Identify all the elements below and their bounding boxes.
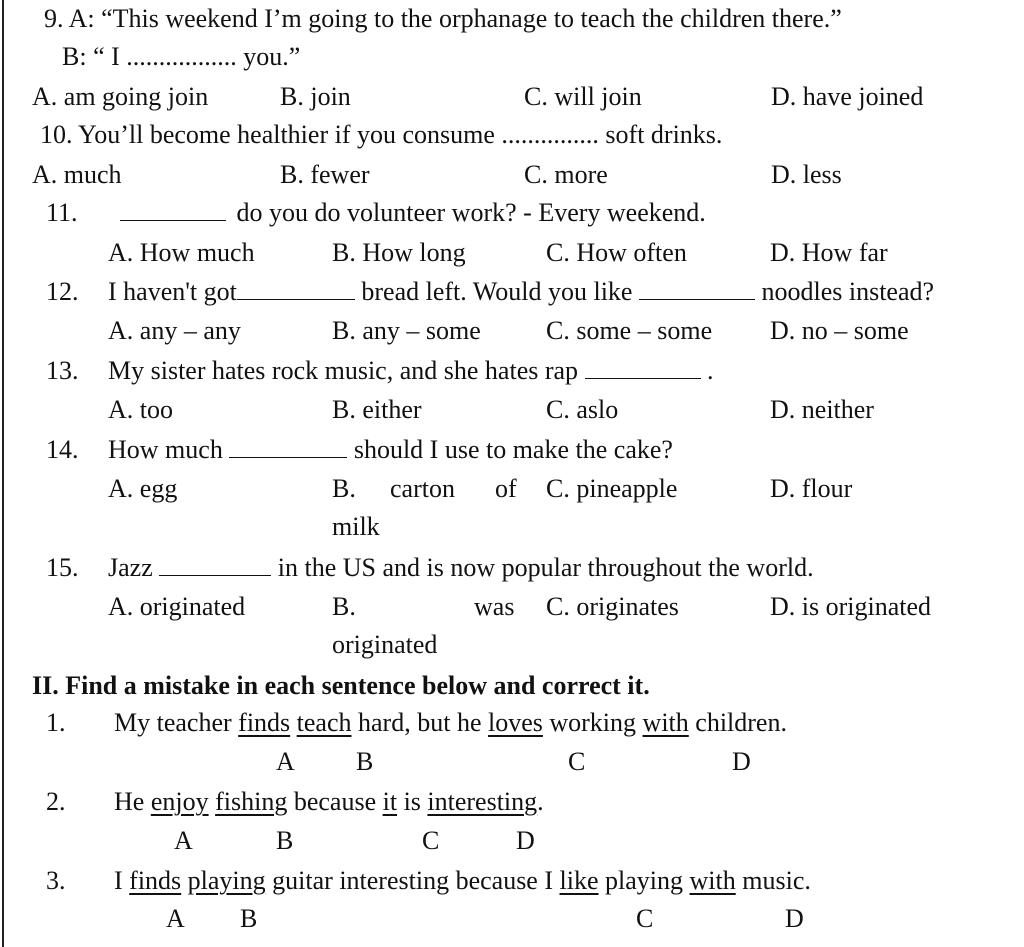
question-9-text: 9. A: “This weekend I’m going to the orphanage to teach the children there.”	[44, 4, 842, 33]
question-13-suffix: .	[707, 356, 714, 385]
question-14-suffix: should I use to make the cake?	[353, 435, 673, 464]
mistake-3-label-c: C	[636, 904, 654, 933]
question-14-option-d[interactable]: D. flour	[770, 474, 853, 503]
mistake-2-part-d[interactable]: interesting	[427, 787, 538, 816]
question-13-option-b[interactable]: B. either	[332, 395, 422, 424]
question-12-option-b[interactable]: B. any – some	[332, 316, 481, 345]
question-9-b-prefix: B: “ I	[62, 42, 127, 71]
question-12-number: 12.	[46, 277, 79, 306]
question-10-option-b[interactable]: B. fewer	[280, 160, 370, 189]
question-11-suffix: do you do volunteer work? - Every weekend.	[236, 198, 706, 227]
mistake-1-part-c[interactable]: loves	[487, 708, 543, 737]
question-11-text	[120, 198, 706, 228]
question-15-number: 15.	[46, 553, 79, 582]
question-12-option-c[interactable]: C. some – some	[546, 316, 713, 345]
mistake-2-label-c: C	[422, 826, 440, 855]
question-9-option-d[interactable]: D. have joined	[771, 82, 924, 111]
mistake-3-label-b: B	[240, 904, 258, 933]
mistake-1-text-1: My teacher	[114, 708, 239, 737]
mistake-3-sentence	[114, 866, 811, 896]
mistake-2-part-b[interactable]: fishing	[215, 787, 288, 816]
question-9-option-b[interactable]: B. join	[280, 82, 351, 111]
question-14-number: 14.	[46, 435, 79, 464]
question-9-b-suffix: you.”	[236, 42, 301, 71]
question-11-number: 11.	[46, 198, 78, 227]
question-14-text	[108, 435, 673, 465]
mistake-3-label-a: A	[166, 904, 185, 933]
mistake-3-text-3: guitar interesting because I	[265, 866, 560, 895]
mistake-1-label-d: D	[732, 747, 751, 776]
question-14-blank	[229, 435, 347, 458]
question-12-option-d[interactable]: D. no – some	[770, 316, 909, 345]
question-10-suffix: soft drinks.	[598, 120, 723, 149]
question-11-option-a[interactable]: A. How much	[108, 238, 255, 267]
mistake-2-text-5: .	[537, 787, 544, 816]
question-9-line2	[62, 42, 300, 72]
section-2-heading: II. Find a mistake in each sentence below and correct it.	[32, 671, 650, 700]
mistake-1-sentence	[114, 708, 787, 738]
mistake-2-sentence	[114, 787, 544, 817]
question-10-prefix: 10. You’ll become healthier if you consume	[40, 120, 502, 149]
mistake-1-label-c: C	[568, 747, 586, 776]
question-12-prefix: I haven't got	[108, 277, 237, 306]
question-15-prefix: Jazz	[108, 553, 160, 582]
question-13-option-a[interactable]: A. too	[108, 395, 173, 424]
question-13-blank	[585, 356, 701, 379]
question-9-blank: .................	[126, 42, 237, 71]
mistake-3-part-b[interactable]: playing	[187, 866, 266, 895]
question-15-option-a[interactable]: A. originated	[108, 592, 246, 621]
question-12-option-a[interactable]: A. any – any	[108, 316, 241, 345]
question-15-option-b-word2[interactable]: originated	[332, 630, 438, 659]
question-10-option-d[interactable]: D. less	[771, 160, 842, 189]
question-9-option-a[interactable]: A. am going join	[32, 82, 209, 111]
mistake-2-label-a: A	[174, 826, 193, 855]
question-11-option-d[interactable]: D. How far	[770, 238, 888, 267]
question-14-prefix: How much	[108, 435, 230, 464]
mistake-2-label-d: D	[516, 826, 535, 855]
question-10-blank: ...............	[501, 120, 599, 149]
question-15-option-d[interactable]: D. is originated	[770, 592, 932, 621]
mistake-2-label-b: B	[276, 826, 294, 855]
mistake-3-text-1: I	[114, 866, 130, 895]
mistake-1-text-3: hard, but he	[351, 708, 488, 737]
question-12-blank-1	[237, 277, 355, 300]
mistake-2-part-c[interactable]: it	[382, 787, 398, 816]
question-9-option-c[interactable]: C. will join	[524, 82, 642, 111]
question-14-option-a[interactable]: A. egg	[108, 474, 178, 503]
question-14-option-b-letter[interactable]: B.	[332, 474, 356, 503]
page-edge-line	[2, 0, 4, 947]
question-15-option-b-word1[interactable]: was	[474, 592, 515, 621]
question-15-blank	[159, 553, 271, 576]
mistake-3-text-5: music.	[735, 866, 811, 895]
mistake-1-label-b: B	[356, 747, 374, 776]
question-10-option-c[interactable]: C. more	[524, 160, 608, 189]
question-12-suffix: noodles instead?	[761, 277, 935, 306]
mistake-1-text-4: working	[542, 708, 643, 737]
question-13-option-d[interactable]: D. neither	[770, 395, 874, 424]
mistake-3-number: 3.	[46, 866, 66, 895]
question-12-middle: bread left. Would you like	[361, 277, 639, 306]
mistake-1-number: 1.	[46, 708, 66, 737]
mistake-1-label-a: A	[276, 747, 295, 776]
question-10-text	[40, 120, 722, 150]
question-11-option-c[interactable]: C. How often	[546, 238, 687, 267]
mistake-3-part-a[interactable]: finds	[129, 866, 182, 895]
mistake-2-number: 2.	[46, 787, 66, 816]
mistake-1-part-b[interactable]: teach	[296, 708, 352, 737]
question-14-option-c[interactable]: C. pineapple	[546, 474, 678, 503]
question-15-option-b-letter[interactable]: B.	[332, 592, 356, 621]
mistake-1-part-a[interactable]: finds	[238, 708, 291, 737]
mistake-2-text-4: is	[397, 787, 428, 816]
mistake-3-part-c[interactable]: like	[559, 866, 599, 895]
mistake-3-part-d[interactable]: with	[689, 866, 736, 895]
question-13-number: 13.	[46, 356, 79, 385]
question-12-blank-2	[639, 277, 755, 300]
question-10-option-a[interactable]: A. much	[32, 160, 122, 189]
question-11-option-b[interactable]: B. How long	[332, 238, 466, 267]
question-15-option-c[interactable]: C. originates	[546, 592, 679, 621]
mistake-2-text-3: because	[287, 787, 383, 816]
question-14-option-b-word1[interactable]: carton	[390, 474, 455, 503]
mistake-1-part-d[interactable]: with	[642, 708, 689, 737]
question-15-suffix: in the US and is now popular throughout the world.	[277, 553, 814, 582]
question-15-text	[108, 553, 814, 583]
mistake-1-text-5: children.	[688, 708, 787, 737]
mistake-3-label-d: D	[785, 904, 804, 933]
question-14-option-b-word3[interactable]: milk	[332, 512, 380, 541]
question-13-text	[108, 356, 714, 386]
mistake-2-text-1: He	[114, 787, 151, 816]
question-14-option-b-word2[interactable]: of	[495, 474, 517, 503]
mistake-3-text-4: playing	[598, 866, 690, 895]
question-12-text	[108, 277, 934, 307]
question-13-prefix: My sister hates rock music, and she hates rap	[108, 356, 585, 385]
mistake-2-part-a[interactable]: enjoy	[150, 787, 209, 816]
question-11-blank	[120, 198, 226, 221]
question-13-option-c[interactable]: C. aslo	[546, 395, 619, 424]
